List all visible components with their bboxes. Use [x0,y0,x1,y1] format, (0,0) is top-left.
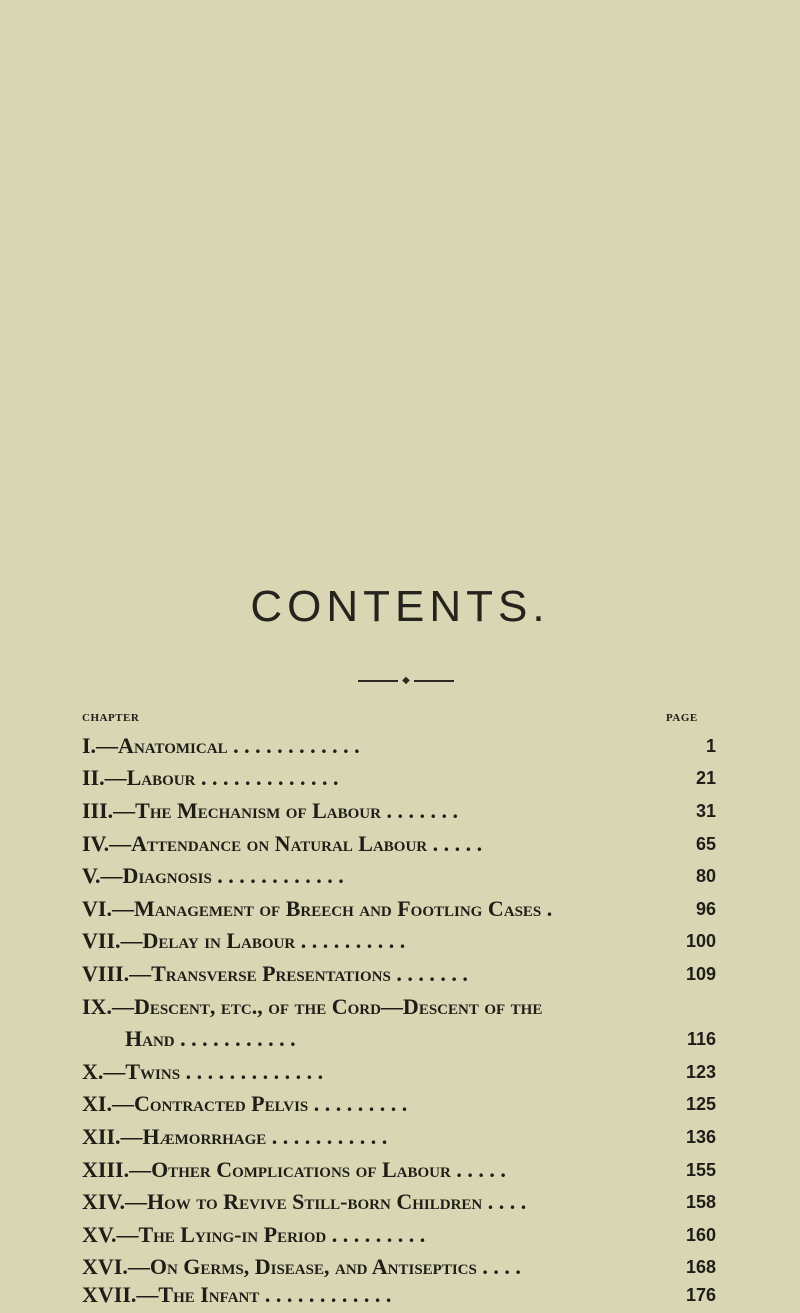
toc-row [0,732,800,764]
toc-row [0,895,800,927]
toc-page-number: 160 [685,1225,716,1245]
toc-page-number: 116 [686,1029,716,1049]
toc-page-number: 100 [685,931,716,951]
toc-entry: XVII.—The Infant . . . . . . . . . . . . [82,1282,392,1307]
toc-row [0,1123,800,1155]
toc-page-number: 176 [685,1285,716,1305]
toc-entry: III.—The Mechanism of Labour . . . . . . . [82,798,458,823]
ornament-line-left [358,680,398,682]
page-column-header: PAGE [666,712,698,724]
toc-entry: XIV.—How to Revive Still-born Children . . . . [82,1189,527,1214]
toc-page-number: 125 [685,1094,716,1114]
toc-row [0,960,800,992]
page-title: CONTENTS. [250,582,550,631]
toc-page-number: 158 [685,1192,716,1212]
chapter-column-header: CHAPTER [82,712,140,724]
toc-entry: I.—Anatomical . . . . . . . . . . . . [82,733,360,758]
toc-page-number: 80 [695,866,716,886]
toc-row [0,764,800,796]
toc-row [0,1090,800,1122]
toc-entry: Hand . . . . . . . . . . . [125,1026,296,1051]
toc-page-number: 109 [685,964,716,984]
toc-entry: II.—Labour . . . . . . . . . . . . . [82,765,339,790]
toc-page-number: 96 [695,899,716,919]
toc-entry: VI.—Management of Breech and Footling Cases . [82,896,553,921]
toc-page-number: 123 [685,1062,716,1082]
toc-row [0,993,800,1025]
toc-row [0,1188,800,1220]
toc-entry: V.—Diagnosis . . . . . . . . . . . . [82,863,344,888]
toc-page-number: 1 [705,736,716,756]
toc-entry: XV.—The Lying-in Period . . . . . . . . . [82,1222,426,1247]
toc-row [0,830,800,862]
toc-entry: VIII.—Transverse Presentations . . . . . . . [82,961,468,986]
toc-entry: XVI.—On Germs, Disease, and Antiseptics . . . . [82,1254,521,1279]
toc-entry: X.—Twins . . . . . . . . . . . . . [82,1059,324,1084]
toc-entry: XII.—Hæmorrhage . . . . . . . . . . . [82,1124,388,1149]
toc-row [0,862,800,894]
toc-page-number: 168 [685,1257,716,1277]
diamond-icon: ◆ [402,675,410,686]
toc-entry: IV.—Attendance on Natural Labour . . . . . [82,831,483,856]
toc-row [0,1221,800,1253]
toc-page-number: 136 [685,1127,716,1147]
toc-entry: IX.—Descent, etc., of the Cord—Descent of the [82,994,543,1019]
toc-entry: XIII.—Other Complications of Labour . . . . . [82,1157,506,1182]
toc-row [0,1025,800,1057]
toc-page-number: 155 [685,1160,716,1180]
toc-entry: XI.—Contracted Pelvis . . . . . . . . . [82,1091,408,1116]
toc-row [0,927,800,959]
toc-row [0,797,800,829]
toc-entry: VII.—Delay in Labour . . . . . . . . . . [82,928,406,953]
toc-row [0,1058,800,1090]
toc-row [0,1281,800,1313]
toc-page-number: 21 [695,768,716,788]
ornament-line-right [414,680,454,682]
toc-row [0,1156,800,1188]
toc-page-number: 65 [695,834,716,854]
toc-page-number: 31 [695,801,716,821]
title-ornament [358,676,454,686]
